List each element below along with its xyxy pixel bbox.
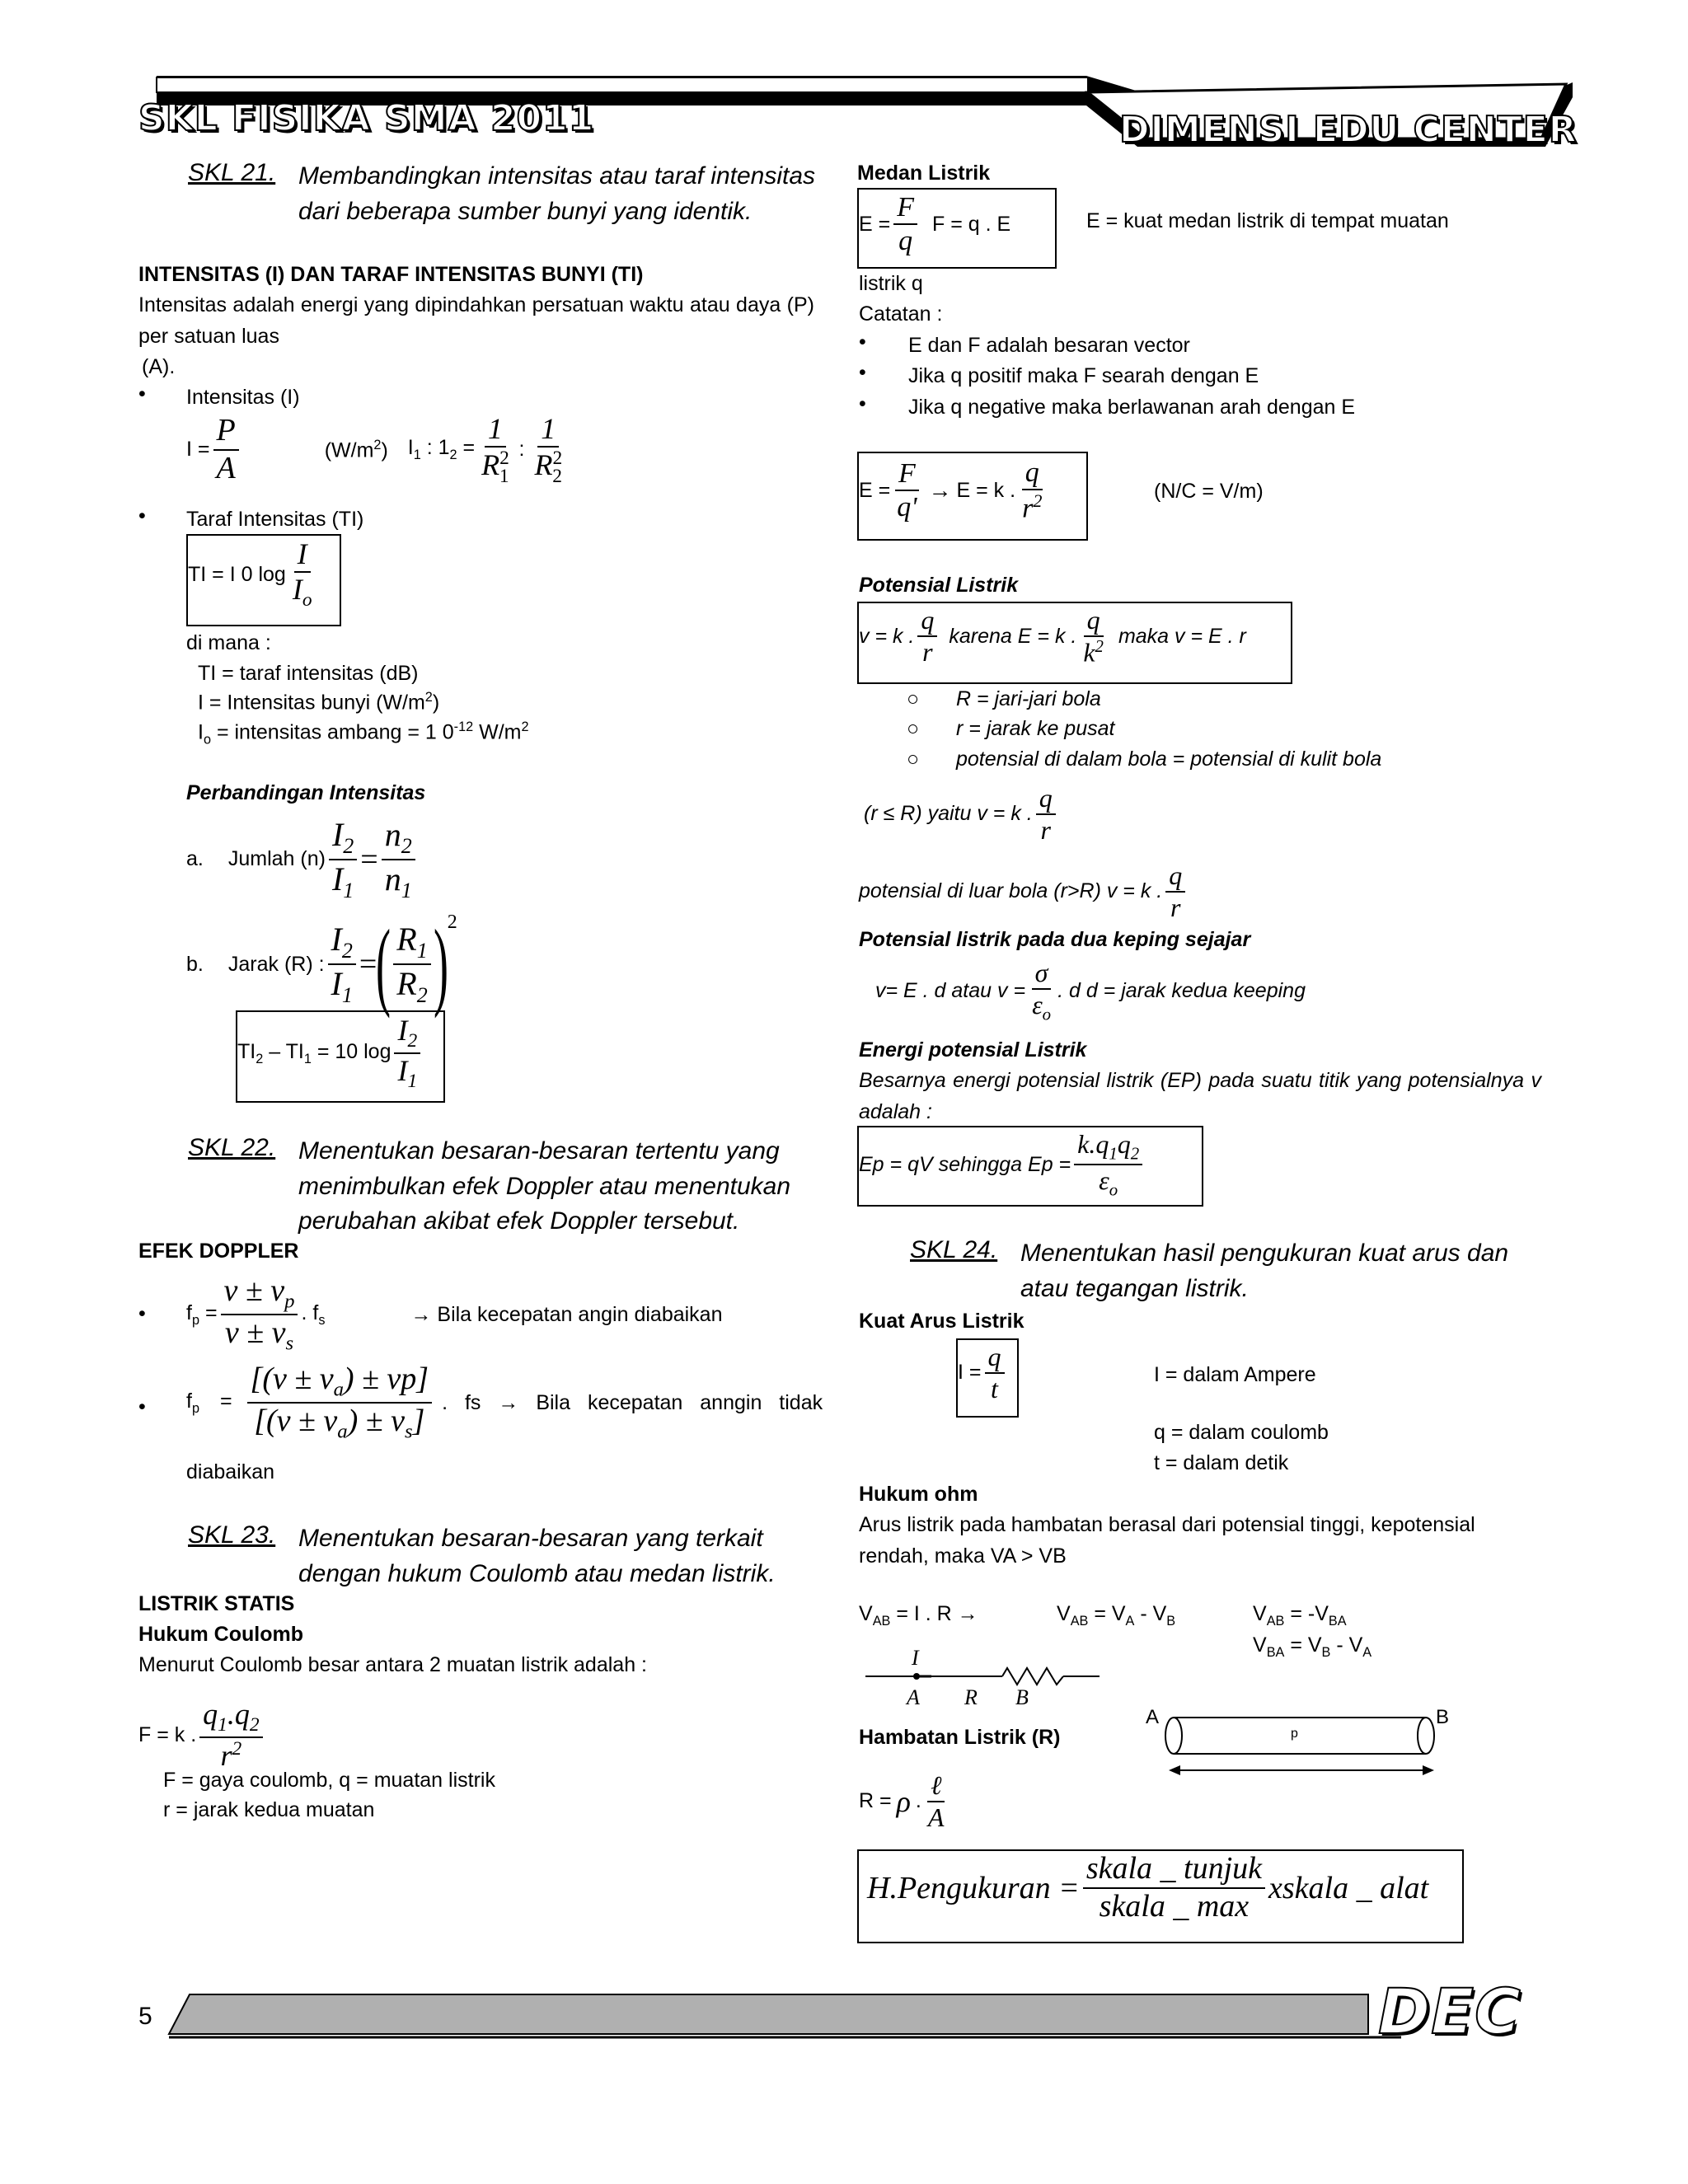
def-i: I = Intensitas bunyi $(W/m^2)$ (198, 690, 440, 715)
bullet: • (859, 330, 866, 354)
arus-eq: I = (958, 1361, 982, 1385)
skl23-number: SKL 23. (188, 1521, 276, 1549)
inside-formula (864, 783, 1059, 846)
coulomb-formula (138, 1698, 266, 1773)
bullet-intensitas: Intensitas (I) (186, 386, 300, 409)
one-over-r2: $\frac{1}{R^2_2}$ (534, 412, 563, 487)
statis-heading: LISTRIK STATIS (138, 1592, 295, 1615)
header-left-title: SKL FISIKA SMA 2011 (138, 97, 595, 139)
f-over-q: $\frac{F}{q}$ (893, 191, 917, 257)
circuit-i: I (912, 1646, 919, 1670)
note-1: E dan F adalah besaran vector (908, 334, 1190, 357)
page-number: 5 (138, 2003, 152, 2030)
arrow-icon: → (928, 477, 952, 504)
skl22-text: Menentukan besaran-besaran tertentu yang menimbulkan efek Doppler atau menentukan perubahan akibat efek Doppler tersebut. (298, 1137, 791, 1235)
skl23-text: Menentukan besaran-besaran yang terkait dengan hukum Coulomb atau medan listrik. (298, 1525, 776, 1587)
di-mana: di mana : (186, 631, 271, 654)
bullet-taraf: Taraf Intensitas (TI) (186, 508, 364, 531)
medan-formula (859, 191, 1010, 257)
ratio-colon: : (518, 438, 525, 462)
bullet: • (138, 382, 146, 405)
ratio-label: $I_1$ : $1_2$ = (407, 436, 476, 463)
n2-over-n1: $\frac{n_2}{n_1}$ (382, 816, 415, 903)
keping-text: v= E . d atau v = (875, 979, 1026, 1003)
pot-1: R = jari-jari bola (956, 687, 1101, 710)
header-banner-thin (157, 77, 1088, 92)
keping-text-end: . d d = jarak kedua keeping (1057, 979, 1306, 1003)
e-eq: E = (859, 212, 891, 236)
doppler1-note: → Bila kecepatan angin diabaikan (410, 1302, 723, 1326)
medan-description: E = kuat medan listrik di tempat muatan (1086, 209, 1449, 232)
e2-eq: E = (859, 478, 891, 502)
circuit-b: B (1015, 1685, 1029, 1709)
tidiff-text: $TI_2 - TI_1 = 10$ log (237, 1039, 392, 1066)
resistor-diagram (857, 1648, 1104, 1714)
tidiff-fraction: $\frac{I_2}{I_1}$ (394, 1014, 420, 1093)
length-arrow-right (1423, 1765, 1434, 1775)
rho-symbol: ρ (896, 1784, 911, 1818)
dot: . (915, 1789, 921, 1813)
i-unit: $(W/m^2)$ (324, 437, 388, 462)
pot-3: potensial di dalam bola = potensial di kulit bola (956, 748, 1382, 771)
perbandingan-heading: Perbandingan Intensitas (186, 781, 426, 804)
intensitas-definition-end: (A). (142, 355, 176, 378)
cylinder-p: p (1291, 1727, 1298, 1741)
b-text: Jarak (R) : (227, 952, 325, 976)
doppler2-note: . fs → Bila kecepatan anngin tidak (442, 1390, 823, 1414)
doppler-heading: EFEK DOPPLER (138, 1240, 299, 1263)
potensial-formula (859, 605, 1246, 668)
cylinder-b: B (1436, 1706, 1450, 1728)
ohm-heading: Hukum ohm (859, 1483, 978, 1506)
inside-text: (r ≤ R) yaitu v = k . (864, 802, 1033, 826)
fp-label-2: $f_p$ = (186, 1389, 232, 1416)
q-over-r-outside: $\frac{q}{r}$ (1165, 860, 1185, 923)
ep-formula (859, 1129, 1146, 1201)
skl22-number: SKL 22. (188, 1134, 276, 1161)
circuit-a: A (907, 1685, 920, 1709)
arus-3: t = dalam detik (1154, 1451, 1289, 1474)
f-eq: F = k . (138, 1723, 197, 1747)
hambatan-heading: Hambatan Listrik (R) (859, 1726, 1061, 1749)
length-arrow-left (1169, 1765, 1180, 1775)
footer-logo: DEC (1378, 1975, 1522, 2048)
bullet: • (138, 1302, 146, 1325)
kq1q2-over-eps: $\frac{k.q_1q_2}{\varepsilon_o}$ (1074, 1129, 1142, 1201)
r-eq: R = (859, 1789, 892, 1813)
sigma-over-eps: $\frac{\sigma}{\varepsilon_o}$ (1032, 958, 1052, 1024)
right-paren: ) (433, 909, 448, 1019)
cylinder-left-end (1165, 1718, 1182, 1754)
one-over-r1: $\frac{1}{R^2_1}$ (481, 412, 509, 487)
hp-fraction: $\frac{\text{skala \_ tunjuk}}{\text{skala \_ max}}$ (1083, 1851, 1265, 1924)
f-over-qprime: $\frac{F}{q'}$ (893, 457, 920, 523)
q-over-r-inside: $\frac{q}{r}$ (1036, 783, 1056, 846)
cylinder-right-end (1418, 1718, 1434, 1754)
v-eq: v = k . (859, 624, 915, 648)
arus-1: I = dalam Ampere (1154, 1363, 1316, 1386)
outside-text: potensial di luar bola (r>R) v = k . (859, 879, 1163, 903)
bullet: • (859, 361, 866, 384)
fs-label: . $f_s$ (301, 1301, 326, 1328)
header-right-title: DIMENSI EDU CENTER (1119, 109, 1578, 151)
pot-2: r = jarak ke pusat (956, 717, 1115, 740)
keping-formula (875, 958, 1306, 1024)
outside-formula (859, 860, 1189, 923)
q1q2-over-r2: $\frac{q_1.q_2}{r^2}$ (199, 1698, 262, 1773)
arus-2: q = dalam coulomb (1154, 1421, 1329, 1444)
def-io: $I_o$ = intensitas ambang = 1 $0^{-12}$ $W/m^2$ (198, 719, 529, 748)
doppler2-note-end: diabaikan (186, 1460, 275, 1483)
arus-heading: Kuat Arus Listrik (859, 1310, 1025, 1333)
jarak-formula (186, 909, 457, 1019)
vab-2: $V_{AB} = V_A - V_B$ (1057, 1602, 1176, 1629)
i-over-io: $\frac{I}{I_o}$ (292, 537, 312, 612)
coulomb-definition: Menurut Coulomb besar antara 2 muatan listrik adalah : (138, 1653, 647, 1676)
def-ti: TI = taraf intensitas (dB) (198, 662, 419, 685)
tidiff-formula (237, 1014, 424, 1093)
circle-bullet: ○ (907, 717, 920, 740)
circuit-r: R (964, 1685, 978, 1709)
circle-bullet: ○ (907, 687, 920, 710)
intensity-formula (186, 412, 569, 487)
arus-formula (958, 1342, 1008, 1404)
a-text: Jumlah (n) (227, 847, 326, 871)
coulomb-def-2: r = jarak kedua muatan (163, 1798, 375, 1821)
q-over-t: $\frac{q}{t}$ (985, 1342, 1005, 1404)
b-label: b. (186, 952, 204, 976)
a-den: A (216, 450, 236, 485)
r1-over-r2: $\frac{R_1}{R_2}$ (393, 921, 430, 1008)
left-paren: ( (376, 909, 392, 1019)
keping-heading: Potensial listrik pada dua keping sejajar (859, 928, 1251, 951)
bullet: • (859, 392, 866, 415)
l-over-a: $\frac{\text{ℓ}}{A}$ (927, 1770, 945, 1832)
ep-text: Ep = qV sehingga Ep = (859, 1152, 1071, 1176)
e-formula (859, 457, 1048, 525)
unit-nc: (N/C = V/m) (1154, 480, 1264, 503)
node-a (913, 1673, 920, 1680)
i2-over-i1: $\frac{I_2}{I_1}$ (329, 816, 357, 903)
p-num: P (213, 413, 239, 451)
hp-text-end: xskala _ alat (1268, 1870, 1429, 1905)
coulomb-heading: Hukum Coulomb (138, 1623, 303, 1646)
note-2: Jika q positif maka F searah dengan E (908, 364, 1259, 387)
a-label: a. (186, 847, 204, 871)
i2-over-i1-b: $\frac{I_2}{I_1}$ (328, 921, 356, 1008)
q-over-r2: $\frac{q}{r^2}$ (1022, 457, 1043, 524)
skl24-text: Menentukan hasil pengukuran kuat arus dan atau tegangan listrik. (1020, 1240, 1509, 1302)
ti-formula (188, 537, 319, 612)
eq: = (359, 947, 377, 982)
e2-k: E = k . (956, 478, 1016, 502)
eq: = (360, 841, 378, 877)
ti-eq: TI = I 0 log (188, 562, 286, 586)
q-over-r: $\frac{q}{r}$ (917, 605, 937, 668)
circle-bullet: ○ (907, 748, 920, 771)
doppler-formula-2 (186, 1361, 823, 1444)
medan-heading: Medan Listrik (857, 162, 991, 185)
i-eq: I = (186, 438, 210, 462)
intensitas-definition: Intensitas adalah energi yang dipindahkan persatuan waktu atau daya (P) per satuan luas (138, 293, 814, 348)
vba: $V_{BA} = V_B - V_A$ (1253, 1633, 1372, 1660)
cylinder-diagram (1154, 1706, 1451, 1780)
hp-text: H.Pengukuran = (867, 1870, 1080, 1905)
footer-banner-bar (169, 1994, 1368, 2034)
cylinder-a: A (1146, 1706, 1160, 1728)
intensitas-heading: INTENSITAS (I) DAN TARAF INTENSITAS BUNYI (TI) (138, 263, 644, 286)
skl24-number: SKL 24. (910, 1236, 998, 1263)
bullet: • (138, 1395, 146, 1418)
vab-1: $V_{AB} = I$ . R → (859, 1602, 978, 1629)
coulomb-def-1: F = gaya coulomb, q = muatan listrik (163, 1769, 495, 1792)
skl21-number: SKL 21. (188, 159, 276, 186)
potensial-heading: Potensial Listrik (859, 574, 1019, 597)
doppler1-fraction: $\frac{v \pm v_p}{v \pm v_s}$ (221, 1273, 298, 1356)
vab-3: $V_{AB} = -V_{BA}$ (1253, 1602, 1347, 1629)
resistance-formula (859, 1770, 950, 1833)
doppler2-fraction: $\frac{[(v \pm v_a) \pm vp]}{[(v \pm v_a) \pm v_s]}$ (247, 1361, 433, 1444)
q-over-k2: $\frac{q}{k^2}$ (1083, 605, 1104, 668)
pengukuran-formula (867, 1851, 1428, 1924)
note-3: Jika q negative maka berlawanan arah dengan E (908, 396, 1356, 419)
skl21-text: Membandingkan intensitas atau taraf intensitas dari beberapa sumber bunyi yang identik. (298, 162, 816, 225)
f-qe: F = q . E (932, 212, 1011, 236)
jumlah-formula (186, 816, 419, 903)
maka: maka v = E . r (1118, 624, 1246, 648)
ohm-definition: Arus listrik pada hambatan berasal dari potensial tinggi, kepotensial rendah, maka VA > VB (859, 1513, 1475, 1568)
catatan: Catatan : (859, 302, 943, 326)
doppler-formula-1 (186, 1273, 723, 1356)
bullet: • (138, 504, 146, 527)
karena: karena E = k . (949, 624, 1077, 648)
energi-definition: Besarnya energi potensial listrik (EP) pada suatu titik yang potensialnya v adalah : (859, 1069, 1541, 1123)
p-over-a (213, 413, 239, 486)
square-exponent: 2 (447, 912, 457, 933)
medan-description-end: listrik q (859, 272, 923, 295)
fp-label: $f_p$ = (186, 1301, 218, 1328)
resistor-zigzag (1002, 1668, 1063, 1685)
energi-heading: Energi potensial Listrik (859, 1038, 1087, 1062)
